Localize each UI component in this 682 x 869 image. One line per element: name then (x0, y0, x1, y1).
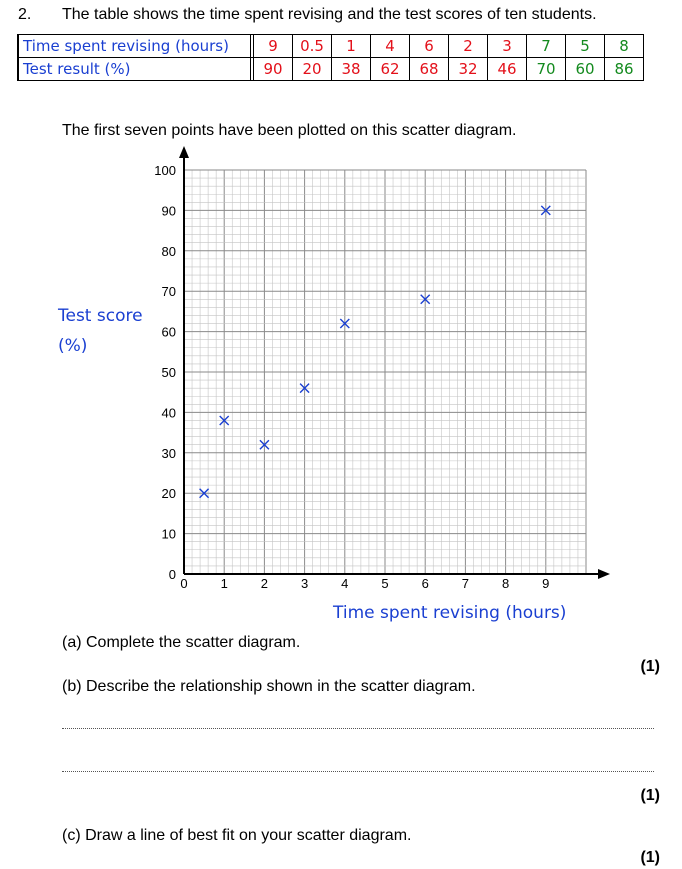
y-tick-label: 40 (161, 405, 176, 421)
score-cell: 32 (449, 58, 488, 81)
scores-row-label: Test result (%) (18, 58, 251, 81)
y-tick-label: 90 (161, 203, 176, 219)
part-a-marks: (1) (640, 658, 660, 675)
plot-intro: The first seven points have been plotted on this scatter diagram. (62, 122, 517, 139)
score-cell: 90 (254, 58, 293, 81)
answer-line[interactable] (62, 728, 654, 729)
score-cell: 86 (605, 58, 644, 81)
part-c-text: (c) Draw a line of best fit on your scatter diagram. (62, 827, 412, 844)
hours-cell: 9 (254, 35, 293, 58)
score-cell: 68 (410, 58, 449, 81)
x-tick-label: 0 (180, 576, 188, 591)
question-number: 2. (18, 6, 32, 23)
score-cell: 38 (332, 58, 371, 81)
hours-cell: 1 (332, 35, 371, 58)
y-tick-label: 30 (161, 445, 176, 461)
y-tick-label: 60 (161, 324, 176, 340)
y-axis-title-unit: (%) (58, 336, 88, 356)
question-intro: The table shows the time spent revising and the test scores of ten students. (62, 6, 597, 23)
hours-cell: 3 (488, 35, 527, 58)
score-cell: 70 (527, 58, 566, 81)
x-tick-label: 5 (381, 576, 389, 591)
y-tick-label: 70 (161, 284, 176, 300)
y-tick-label: 10 (161, 526, 176, 542)
answer-line[interactable] (62, 771, 654, 772)
score-cell: 62 (371, 58, 410, 81)
x-tick-label: 9 (542, 576, 550, 591)
hours-row-label: Time spent revising (hours) (18, 35, 251, 58)
score-cell: 60 (566, 58, 605, 81)
y-tick-label: 50 (161, 365, 176, 380)
hours-cell: 8 (605, 35, 644, 58)
y-tick-label: 0 (168, 567, 176, 582)
x-tick-label: 1 (220, 576, 228, 591)
x-tick-label: 7 (461, 576, 470, 591)
y-axis-arrow (179, 146, 189, 158)
hours-cell: 6 (410, 35, 449, 58)
x-axis-title: Time spent revising (hours) (333, 603, 567, 623)
x-axis-arrow (598, 569, 610, 579)
part-b-text: (b) Describe the relationship shown in the scatter diagram. (62, 678, 476, 695)
x-tick-label: 8 (501, 576, 510, 591)
hours-cell: 5 (566, 35, 605, 58)
y-tick-label: 20 (161, 486, 176, 502)
hours-cell: 7 (527, 35, 566, 58)
y-tick-label: 80 (161, 243, 176, 259)
x-tick-label: 6 (421, 576, 429, 591)
x-tick-label: 4 (341, 576, 349, 591)
x-tick-label: 2 (260, 576, 269, 591)
y-tick-label: 100 (154, 163, 176, 178)
part-a-text: (a) Complete the scatter diagram. (62, 634, 301, 651)
part-b-marks: (1) (640, 787, 660, 804)
part-c-marks: (1) (640, 849, 660, 866)
score-cell: 20 (293, 58, 332, 81)
hours-cell: 2 (449, 35, 488, 58)
hours-cell: 0.5 (293, 35, 332, 58)
y-axis-title: Test score (58, 306, 143, 326)
x-tick-label: 3 (300, 576, 309, 591)
hours-cell: 4 (371, 35, 410, 58)
score-cell: 46 (488, 58, 527, 81)
